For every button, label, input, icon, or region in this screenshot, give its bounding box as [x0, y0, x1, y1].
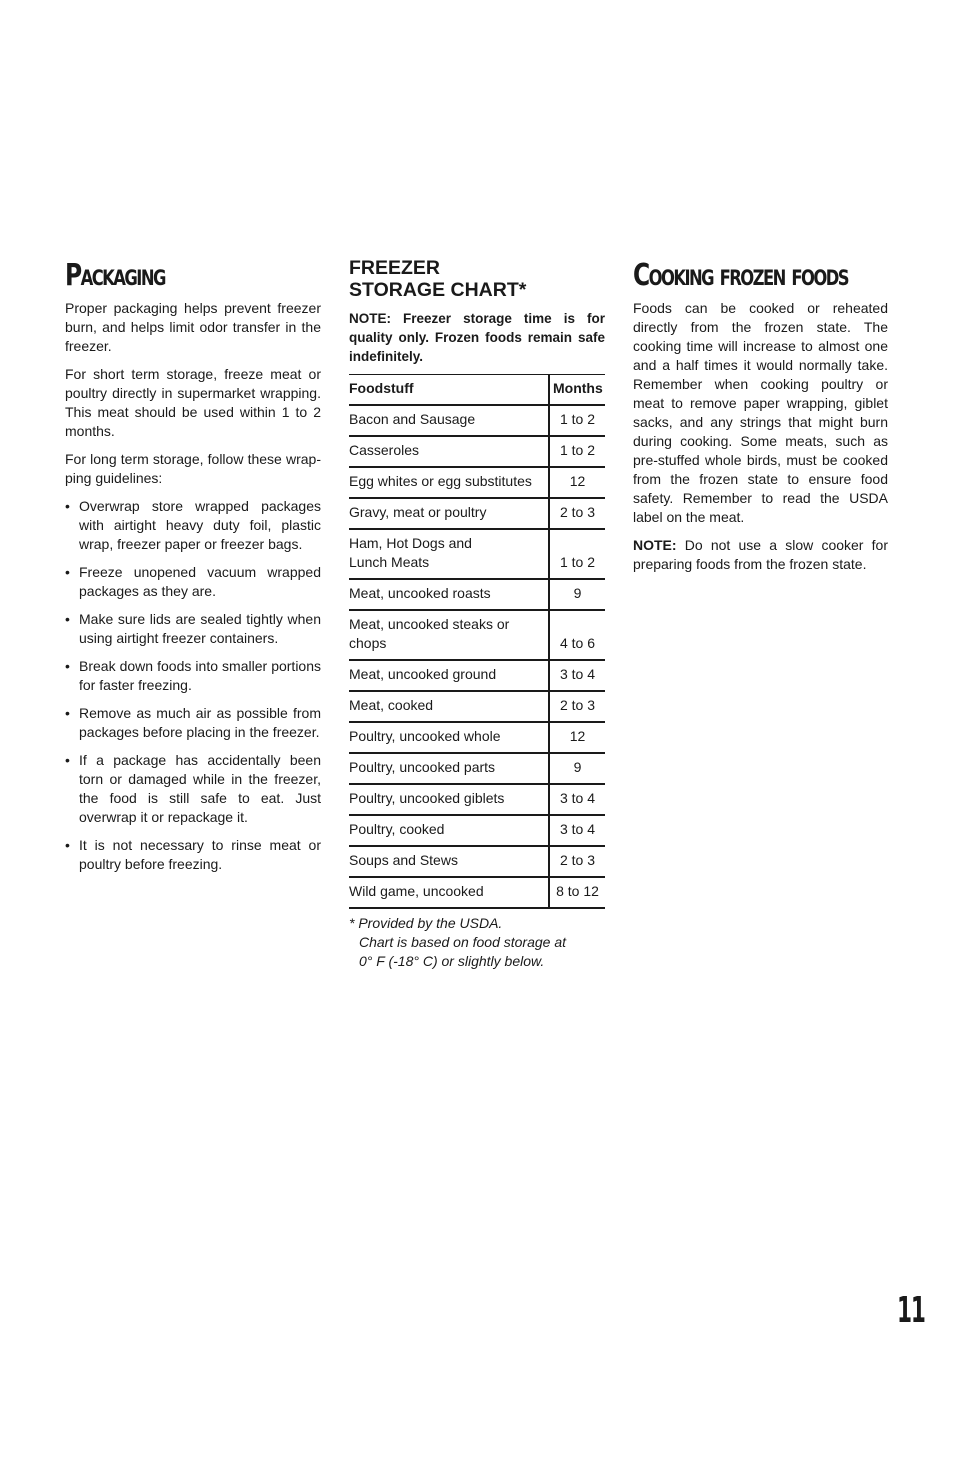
packaging-paragraph-1: Proper packaging helps prevent freezer burn, and helps limit odor transfer in the freezer.	[65, 300, 321, 354]
cell-months: 4 to 6	[549, 610, 605, 660]
table-row	[349, 846, 605, 877]
table-row	[349, 877, 605, 908]
table-row	[349, 660, 605, 691]
cell-foodstuff: Casseroles	[349, 436, 549, 467]
header-months: Months	[549, 375, 605, 406]
freezer-chart-section	[349, 255, 605, 971]
page-number: 11	[897, 1290, 925, 1331]
cell-foodstuff: Poultry, cooked	[349, 815, 549, 846]
cell-months: 9	[549, 753, 605, 784]
footnote-line-1: * Provided by the USDA.	[349, 915, 503, 931]
freezer-chart-title-line-1: FREEZER	[349, 257, 441, 279]
cell-foodstuff: Wild game, uncooked	[349, 877, 549, 908]
cell-months: 2 to 3	[549, 691, 605, 722]
cell-months: 12	[549, 467, 605, 498]
cell-months: 1 to 2	[549, 405, 605, 436]
table-row	[349, 405, 605, 436]
table-body	[349, 405, 605, 908]
cell-foodstuff: Poultry, uncooked whole	[349, 722, 549, 753]
list-item: • Make sure lids are sealed tightly when using airtight freezer containers.	[65, 610, 321, 648]
table-header-row	[349, 375, 605, 406]
table-row	[349, 784, 605, 815]
freezer-chart-note: NOTE: Freezer storage time is for quality only. Frozen foods remain safe indefinitely.	[349, 311, 605, 364]
cell-months: 2 to 3	[549, 846, 605, 877]
cell-months: 9	[549, 579, 605, 610]
cell-months: 3 to 4	[549, 660, 605, 691]
cooking-note	[633, 536, 888, 574]
cooking-paragraph: Foods can be cooked or reheated directly from the frozen state. The cooking time will increase to almost one and a half times it would normally take. Remember when cooking poultry or meat to remove paper wrapping, giblet sacks, and any strings that might burn during cooking. Some meats, such as pre-stuffed whole birds, must be cooked from the frozen state to ensure food safety. Remember to read the USDA label on the meat.	[633, 300, 888, 525]
cell-foodstuff: Ham, Hot Dogs and Lunch Meats	[349, 529, 549, 579]
packaging-paragraph-2: For short term storage, freeze meat or poultry directly in supermarket wrapping. This meat should be used within 1 to 2 months.	[65, 366, 321, 439]
packaging-title: Packaging	[65, 258, 165, 293]
cooking-title: Cooking frozen foods	[633, 258, 848, 293]
freezer-chart-title	[349, 257, 605, 301]
cell-foodstuff: Soups and Stews	[349, 846, 549, 877]
header-foodstuff: Foodstuff	[349, 375, 549, 406]
list-item: • Freeze unopened vacuum wrapped packages as they are.	[65, 563, 321, 601]
cooking-note-text: Do not use a slow cooker for preparing foods from the frozen state.	[633, 537, 888, 572]
cell-months: 12	[549, 722, 605, 753]
cell-foodstuff: Poultry, uncooked parts	[349, 753, 549, 784]
cell-foodstuff: Gravy, meat or poultry	[349, 498, 549, 529]
footnote-line-3: 0° F (-18° C) or slightly below.	[359, 953, 545, 969]
packaging-paragraph-3: For long term storage, follow these wrap-ping guidelines:	[65, 451, 321, 486]
list-item: • If a package has accidentally been torn or damaged while in the freezer, the food is still safe to eat. Just overwrap it or repackage it.	[65, 751, 321, 827]
packaging-section	[65, 255, 321, 883]
table-row	[349, 498, 605, 529]
cell-foodstuff: Meat, uncooked steaks or chops	[349, 610, 549, 660]
cell-foodstuff: Meat, uncooked roasts	[349, 579, 549, 610]
chart-footnote	[349, 914, 605, 971]
cell-months: 1 to 2	[549, 436, 605, 467]
list-item: • It is not necessary to rinse meat or poultry before freezing.	[65, 836, 321, 874]
cell-months: 8 to 12	[549, 877, 605, 908]
list-item: • Break down foods into smaller portions for faster freezing.	[65, 657, 321, 695]
packaging-guidelines-list	[65, 497, 321, 874]
footnote-line-2: Chart is based on food storage at	[359, 934, 567, 950]
cell-foodstuff: Meat, cooked	[349, 691, 549, 722]
cell-foodstuff: Egg whites or egg substitutes	[349, 467, 549, 498]
cell-months: 2 to 3	[549, 498, 605, 529]
list-item: • Overwrap store wrapped packages with airtight heavy duty foil, plastic wrap, freezer paper or freezer bags.	[65, 497, 321, 554]
table-row	[349, 529, 605, 579]
cell-foodstuff: Bacon and Sausage	[349, 405, 549, 436]
table-row	[349, 467, 605, 498]
cooking-section	[633, 255, 888, 583]
table-row	[349, 436, 605, 467]
cell-months: 1 to 2	[549, 529, 605, 579]
freezer-storage-table	[349, 374, 605, 909]
table-row	[349, 691, 605, 722]
cell-foodstuff: Meat, uncooked ground	[349, 660, 549, 691]
cell-months: 3 to 4	[549, 784, 605, 815]
table-row	[349, 579, 605, 610]
table-row	[349, 610, 605, 660]
list-item: • Remove as much air as possible from packages before placing in the freezer.	[65, 704, 321, 742]
table-row	[349, 815, 605, 846]
freezer-chart-title-line-2: STORAGE CHART*	[349, 279, 527, 301]
cooking-note-label: NOTE:	[633, 537, 677, 553]
cell-foodstuff: Poultry, uncooked giblets	[349, 784, 549, 815]
table-row	[349, 753, 605, 784]
table-row	[349, 722, 605, 753]
cell-months: 3 to 4	[549, 815, 605, 846]
